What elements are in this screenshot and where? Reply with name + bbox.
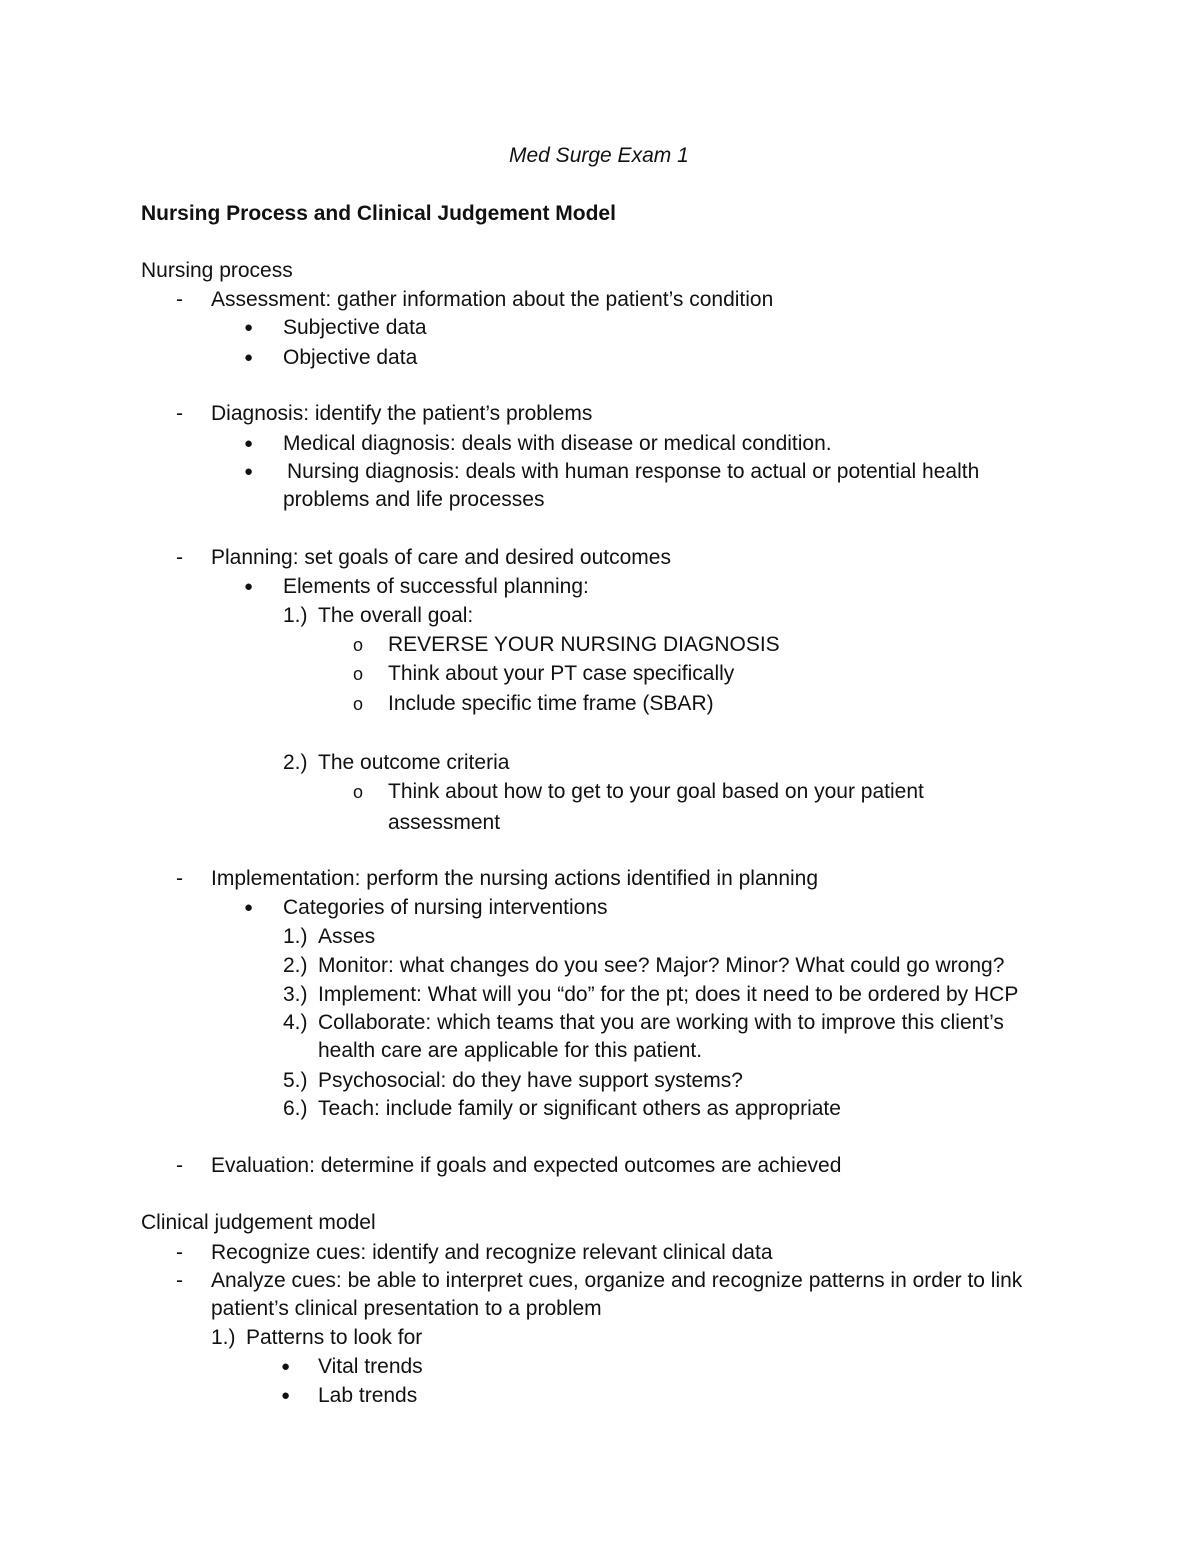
number-marker: 5.) bbox=[283, 1069, 308, 1092]
list-item: Elements of successful planning: bbox=[283, 575, 589, 598]
list-item: Vital trends bbox=[318, 1355, 423, 1378]
bullet-marker: ● bbox=[244, 463, 254, 480]
list-item: Categories of nursing interventions bbox=[283, 896, 608, 919]
bullet-marker: ● bbox=[281, 1358, 291, 1375]
bullet-marker: ● bbox=[244, 349, 254, 366]
number-marker: 2.) bbox=[283, 751, 308, 774]
list-item: Psychosocial: do they have support systems? bbox=[318, 1069, 743, 1092]
list-item: Teach: include family or significant others as appropriate bbox=[318, 1097, 841, 1120]
analyze-cues-item: Analyze cues: be able to interpret cues, organize and recognize patterns in order to link bbox=[211, 1269, 1023, 1292]
assessment-item: Assessment: gather information about the patient’s condition bbox=[211, 288, 774, 311]
bullet-marker: ● bbox=[244, 319, 254, 336]
list-item: Lab trends bbox=[318, 1384, 418, 1407]
diagnosis-item: Diagnosis: identify the patient’s problems bbox=[211, 402, 593, 425]
list-item: Objective data bbox=[283, 346, 418, 369]
bullet-marker: ● bbox=[281, 1387, 291, 1404]
recognize-cues-item: Recognize cues: identify and recognize relevant clinical data bbox=[211, 1241, 773, 1264]
number-marker: 3.) bbox=[283, 983, 308, 1006]
list-item: Nursing diagnosis: deals with human response to actual or potential health bbox=[287, 460, 980, 483]
list-item-continuation: health care are applicable for this patient. bbox=[318, 1039, 703, 1062]
list-item: Collaborate: which teams that you are working with to improve this client’s bbox=[318, 1011, 1004, 1034]
circle-marker: o bbox=[353, 635, 364, 655]
list-item: Think about how to get to your goal based on your patient bbox=[388, 780, 924, 803]
list-item: Implement: What will you “do” for the pt; does it need to be ordered by HCP bbox=[318, 983, 1019, 1006]
dash-marker: - bbox=[176, 1269, 183, 1292]
dash-marker: - bbox=[176, 1154, 183, 1177]
dash-marker: - bbox=[176, 867, 183, 890]
dash-marker: - bbox=[176, 1241, 183, 1264]
document-title: Med Surge Exam 1 bbox=[509, 144, 689, 167]
bullet-marker: ● bbox=[244, 435, 254, 452]
planning-item: Planning: set goals of care and desired outcomes bbox=[211, 546, 671, 569]
list-item: Think about your PT case specifically bbox=[388, 662, 735, 685]
clinical-judgement-label: Clinical judgement model bbox=[141, 1211, 376, 1234]
list-item: The outcome criteria bbox=[318, 751, 510, 774]
evaluation-item: Evaluation: determine if goals and expected outcomes are achieved bbox=[211, 1154, 842, 1177]
list-item: Medical diagnosis: deals with disease or medical condition. bbox=[283, 432, 832, 455]
section-heading: Nursing Process and Clinical Judgement Model bbox=[141, 202, 616, 225]
list-item: Include specific time frame (SBAR) bbox=[388, 692, 714, 715]
circle-marker: o bbox=[353, 782, 364, 802]
implementation-item: Implementation: perform the nursing actions identified in planning bbox=[211, 867, 819, 890]
list-item-continuation: problems and life processes bbox=[283, 488, 545, 511]
list-item: Subjective data bbox=[283, 316, 427, 339]
list-item-continuation: assessment bbox=[388, 811, 501, 834]
bullet-marker: ● bbox=[244, 578, 254, 595]
list-item-continuation: patient’s clinical presentation to a problem bbox=[211, 1297, 602, 1320]
dash-marker: - bbox=[176, 546, 183, 569]
number-marker: 6.) bbox=[283, 1097, 308, 1120]
circle-marker: o bbox=[353, 694, 364, 714]
dash-marker: - bbox=[176, 288, 183, 311]
list-item: REVERSE YOUR NURSING DIAGNOSIS bbox=[388, 633, 780, 656]
list-item: Patterns to look for bbox=[246, 1326, 423, 1349]
list-item: The overall goal: bbox=[318, 604, 474, 627]
number-marker: 1.) bbox=[283, 604, 308, 627]
number-marker: 2.) bbox=[283, 954, 308, 977]
list-item: Monitor: what changes do you see? Major? Minor? What could go wrong? bbox=[318, 954, 1005, 977]
nursing-process-label: Nursing process bbox=[141, 259, 293, 282]
list-item: Asses bbox=[318, 925, 376, 948]
number-marker: 1.) bbox=[283, 925, 308, 948]
dash-marker: - bbox=[176, 402, 183, 425]
number-marker: 1.) bbox=[211, 1326, 236, 1349]
bullet-marker: ● bbox=[244, 899, 254, 916]
number-marker: 4.) bbox=[283, 1011, 308, 1034]
circle-marker: o bbox=[353, 664, 364, 684]
